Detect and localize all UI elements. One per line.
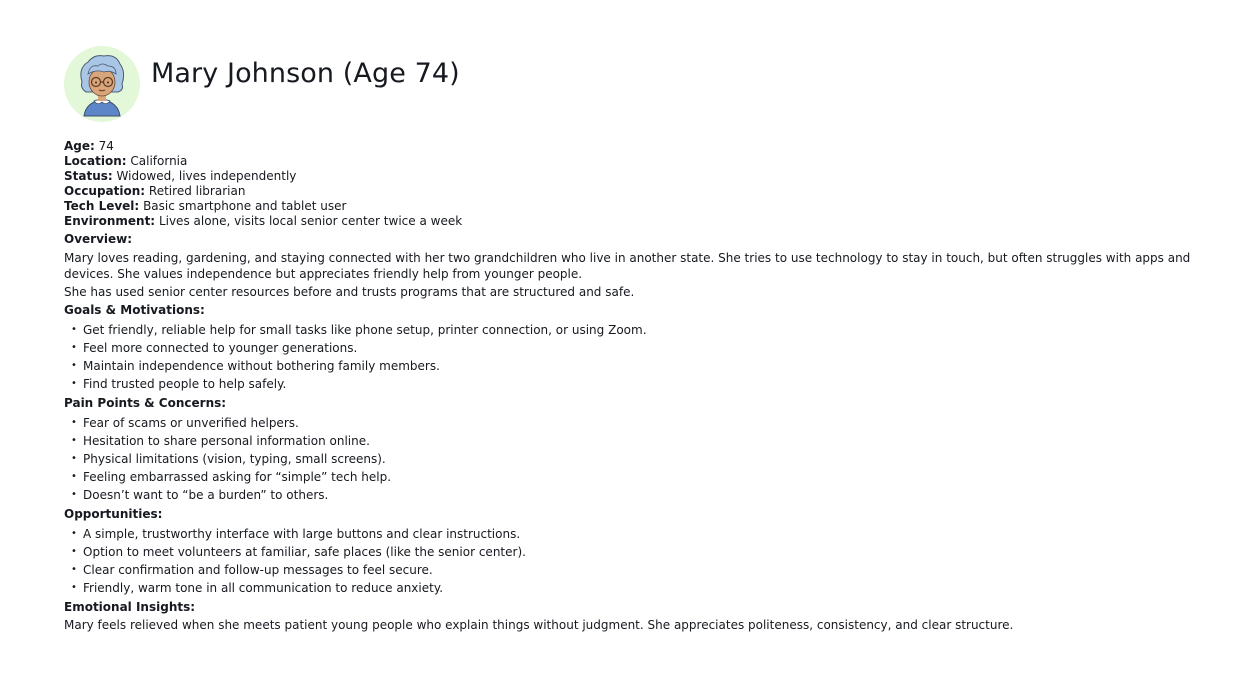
emotional-text: Mary feels relieved when she meets patient young people who explain things without judgment. She appreciates politeness, consistency, and clear structure.: [64, 618, 1014, 632]
overview-paragraph: Mary loves reading, gardening, and staying connected with her two grandchildren who live in another state. She tries to use technology to stay in touch, but often struggles with apps and devices. She values independence but appreciates friendly help from younger people.: [64, 251, 1191, 281]
list-item: • Physical limitations (vision, typing, small screens).: [83, 450, 1204, 468]
field-label: Tech Level:: [64, 199, 140, 213]
list-item: • Feel more connected to younger generations.: [83, 339, 1204, 357]
opportunities-list: [64, 525, 1204, 597]
field-tech-level: [64, 199, 1204, 214]
list-item: • A simple, trustworthy interface with large buttons and clear instructions.: [83, 525, 1204, 543]
grandmother-illustration: [64, 46, 140, 122]
list-item: • Find trusted people to help safely.: [83, 375, 1204, 393]
field-value: California: [130, 154, 188, 168]
overview-paragraph: She has used senior center resources before and trusts programs that are structured and safe.: [64, 285, 635, 299]
goals-heading: Goals & Motivations:: [64, 303, 205, 317]
field-value: Widowed, lives independently: [116, 169, 297, 183]
field-value: Lives alone, visits local senior center twice a week: [158, 214, 463, 228]
list-item: • Feeling embarrassed asking for “simple” tech help.: [83, 468, 1204, 486]
persona-details: [64, 139, 1204, 633]
list-item: • Hesitation to share personal information online.: [83, 432, 1204, 450]
pain-points-list: [64, 414, 1204, 504]
list-item: • Option to meet volunteers at familiar, safe places (like the senior center).: [83, 543, 1204, 561]
field-status: [64, 169, 1204, 184]
persona-header: [64, 46, 460, 122]
list-item: • Maintain independence without bothering family members.: [83, 357, 1204, 375]
field-environment: [64, 214, 1204, 229]
field-label: Occupation:: [64, 184, 146, 198]
list-item: • Friendly, warm tone in all communication to reduce anxiety.: [83, 579, 1204, 597]
list-item: • Clear confirmation and follow-up messages to feel secure.: [83, 561, 1204, 579]
list-item: • Doesn’t want to “be a burden” to others.: [83, 486, 1204, 504]
field-label: Status:: [64, 169, 113, 183]
field-label: Age:: [64, 139, 95, 153]
field-value: 74: [98, 139, 114, 153]
grandmother-avatar-icon: [64, 46, 140, 122]
goals-list: [64, 321, 1204, 393]
field-label: Environment:: [64, 214, 156, 228]
persona-fields: [64, 139, 1204, 229]
field-value: Retired librarian: [148, 184, 246, 198]
field-occupation: [64, 184, 1204, 199]
list-item: • Fear of scams or unverified helpers.: [83, 414, 1204, 432]
field-age: [64, 139, 1204, 154]
emotional-heading: Emotional Insights:: [64, 600, 196, 614]
field-location: [64, 154, 1204, 169]
persona-title: Mary Johnson (Age 74): [151, 58, 460, 90]
field-label: Location:: [64, 154, 127, 168]
list-item: • Get friendly, reliable help for small tasks like phone setup, printer connection, or using Zoom.: [83, 321, 1204, 339]
opportunities-heading: Opportunities:: [64, 507, 163, 521]
overview-heading: Overview:: [64, 232, 133, 246]
pain-points-heading: Pain Points & Concerns:: [64, 396, 227, 410]
field-value: Basic smartphone and tablet user: [143, 199, 347, 213]
